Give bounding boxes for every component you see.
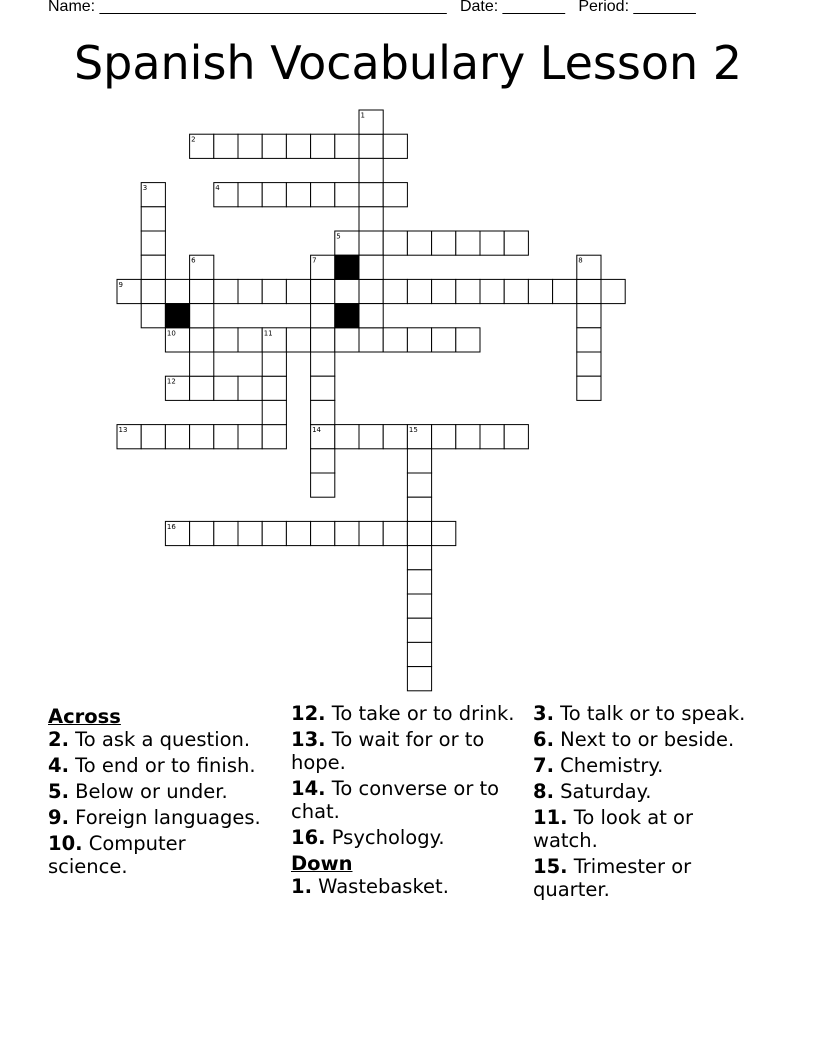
grid-cell — [407, 618, 431, 642]
grid-cell — [190, 304, 214, 328]
clue-text: To end or to finish. — [68, 754, 256, 777]
grid-cell — [359, 425, 383, 449]
cell-number: 3 — [142, 184, 148, 193]
clue-item — [533, 855, 758, 901]
grid-cell — [311, 304, 335, 328]
black-cell — [335, 304, 359, 328]
clue-number: 7. — [533, 754, 554, 777]
cell-number: 1 — [360, 111, 365, 120]
cell-number: 10 — [166, 329, 176, 338]
grid-cell — [262, 425, 286, 449]
clue-number: 3. — [533, 702, 554, 725]
period-blank: _______ — [633, 0, 696, 15]
clue-section-heading: Across — [48, 705, 121, 728]
grid-cell — [311, 352, 335, 376]
clue-number: 12. — [291, 702, 326, 725]
clue-item — [48, 728, 268, 751]
date-blank: _______ — [502, 0, 565, 15]
clue-item — [533, 702, 758, 725]
clue-section-heading: Down — [291, 852, 353, 875]
grid-cell — [141, 207, 165, 231]
grid-cell — [359, 231, 383, 255]
clue-number: 2. — [48, 728, 69, 751]
clue-number: 11. — [533, 806, 568, 829]
cell-number: 8 — [578, 256, 583, 265]
grid-cell — [359, 207, 383, 231]
grid-cell — [407, 667, 431, 691]
grid-cell — [141, 279, 165, 303]
clue-number: 6. — [533, 728, 554, 751]
grid-cell — [577, 304, 601, 328]
grid-cell — [383, 425, 407, 449]
grid-cell — [359, 158, 383, 182]
clue-text: To look at or watch. — [533, 806, 693, 852]
cell-number: 15 — [408, 426, 418, 435]
clue-text: To ask a question. — [68, 728, 251, 751]
grid-cell — [335, 279, 359, 303]
grid-cell — [214, 134, 238, 158]
cell-number: 14 — [312, 426, 322, 435]
grid-cell — [456, 279, 480, 303]
grid-cell — [407, 546, 431, 570]
clue-number: 9. — [48, 806, 69, 829]
grid-cell — [528, 279, 552, 303]
clue-column-1 — [48, 702, 268, 881]
grid-cell — [432, 279, 456, 303]
clue-number: 1. — [291, 875, 312, 898]
grid-cell — [238, 376, 262, 400]
grid-cell — [504, 279, 528, 303]
grid-cell — [407, 594, 431, 618]
grid-cell — [141, 304, 165, 328]
clue-text: Psychology. — [325, 826, 445, 849]
clue-number: 14. — [291, 777, 326, 800]
grid-cell — [190, 352, 214, 376]
date-label: Date: — [459, 0, 499, 15]
grid-cell — [238, 425, 262, 449]
grid-cell — [335, 425, 359, 449]
grid-cell — [190, 376, 214, 400]
grid-cell — [432, 425, 456, 449]
cell-number: 13 — [118, 426, 128, 435]
clue-number: 15. — [533, 855, 568, 878]
grid-cell — [262, 400, 286, 424]
grid-cell — [311, 449, 335, 473]
grid-cell — [383, 183, 407, 207]
grid-cell — [577, 376, 601, 400]
grid-cell — [190, 425, 214, 449]
black-cell — [335, 255, 359, 279]
grid-cell — [407, 328, 431, 352]
clue-number: 13. — [291, 728, 326, 751]
clue-text: To wait for or to hope. — [291, 728, 485, 774]
cell-number: 4 — [215, 184, 220, 193]
clue-text: Below or under. — [68, 780, 228, 803]
grid-cell — [335, 521, 359, 545]
grid-cell — [383, 231, 407, 255]
grid-cell — [286, 279, 310, 303]
grid-cell — [359, 255, 383, 279]
clue-column-3 — [533, 702, 758, 904]
cell-number: 9 — [118, 280, 123, 289]
grid-cell — [286, 521, 310, 545]
grid-cell — [190, 279, 214, 303]
grid-cell — [359, 304, 383, 328]
grid-cell — [383, 134, 407, 158]
clue-item — [291, 826, 516, 849]
cell-number: 7 — [312, 256, 317, 265]
grid-cell — [359, 328, 383, 352]
cell-number: 5 — [336, 232, 341, 241]
grid-cell — [359, 279, 383, 303]
clue-item — [291, 728, 516, 774]
grid-cell — [262, 134, 286, 158]
cell-number: 16 — [166, 522, 176, 531]
cell-number: 11 — [263, 329, 273, 338]
grid-cell — [214, 425, 238, 449]
grid-cell — [432, 231, 456, 255]
grid-cell — [262, 352, 286, 376]
grid-cell — [262, 183, 286, 207]
clue-item — [533, 806, 758, 852]
grid-cell — [456, 425, 480, 449]
grid-cell — [214, 376, 238, 400]
grid-cell — [214, 279, 238, 303]
black-cell — [165, 304, 189, 328]
grid-cell — [141, 231, 165, 255]
grid-cell — [359, 521, 383, 545]
grid-cell — [335, 134, 359, 158]
grid-cell — [238, 521, 262, 545]
clue-text: Computer science. — [48, 832, 186, 878]
grid-cell — [311, 134, 335, 158]
grid-cell — [214, 521, 238, 545]
clue-text: Trimester or quarter. — [533, 855, 692, 901]
grid-cell — [214, 328, 238, 352]
grid-cell — [577, 328, 601, 352]
grid-cell — [480, 231, 504, 255]
clue-item — [48, 754, 268, 777]
clue-item — [533, 728, 758, 751]
grid-cell — [432, 328, 456, 352]
grid-cell — [286, 328, 310, 352]
grid-cell — [432, 521, 456, 545]
grid-cell — [383, 279, 407, 303]
grid-cell — [311, 400, 335, 424]
grid-cell — [601, 279, 625, 303]
page-title: Spanish Vocabulary Lesson 2 — [73, 36, 743, 90]
name-label: Name: — [48, 0, 96, 15]
clue-item — [291, 875, 516, 898]
grid-cell — [407, 449, 431, 473]
clue-item — [48, 832, 268, 878]
grid-cell — [311, 328, 335, 352]
grid-cell — [262, 521, 286, 545]
grid-cell — [577, 352, 601, 376]
grid-cell — [262, 376, 286, 400]
grid-cell — [311, 473, 335, 497]
grid-cell — [456, 328, 480, 352]
grid-cell — [504, 425, 528, 449]
cell-number: 12 — [166, 377, 176, 386]
grid-cell — [383, 521, 407, 545]
clue-item — [533, 780, 758, 803]
grid-cell — [359, 134, 383, 158]
grid-cell — [141, 425, 165, 449]
grid-cell — [311, 376, 335, 400]
grid-cell — [504, 231, 528, 255]
clue-number: 8. — [533, 780, 554, 803]
grid-cell — [407, 570, 431, 594]
grid-cell — [383, 328, 407, 352]
grid-cell — [407, 473, 431, 497]
grid-cell — [407, 642, 431, 666]
clue-text: Next to or beside. — [553, 728, 735, 751]
cell-number: 2 — [191, 135, 196, 144]
grid-cell — [407, 521, 431, 545]
grid-cell — [311, 521, 335, 545]
clue-item — [291, 702, 516, 725]
clue-text: To take or to drink. — [325, 702, 515, 725]
grid-cell — [238, 134, 262, 158]
grid-cell — [577, 279, 601, 303]
grid-cell — [407, 497, 431, 521]
grid-cell — [553, 279, 577, 303]
clue-item — [533, 754, 758, 777]
period-label: Period: — [578, 0, 630, 15]
clue-item — [291, 777, 516, 823]
grid-cell — [238, 279, 262, 303]
grid-cell — [480, 279, 504, 303]
clue-text: To talk or to speak. — [553, 702, 746, 725]
grid-cell — [311, 183, 335, 207]
grid-cell — [141, 255, 165, 279]
clue-text: Saturday. — [553, 780, 652, 803]
name-blank: _______________________________________ — [99, 0, 447, 15]
grid-cell — [190, 328, 214, 352]
clue-text: Chemistry. — [553, 754, 664, 777]
grid-cell — [286, 134, 310, 158]
clue-number: 10. — [48, 832, 83, 855]
grid-cell — [238, 183, 262, 207]
grid-cell — [407, 231, 431, 255]
grid-cell — [286, 183, 310, 207]
clue-number: 5. — [48, 780, 69, 803]
grid-cell — [311, 279, 335, 303]
clue-text: Wastebasket. — [311, 875, 449, 898]
grid-cell — [359, 183, 383, 207]
clue-text: Foreign languages. — [68, 806, 261, 829]
grid-cell — [407, 279, 431, 303]
grid-cell — [238, 328, 262, 352]
grid-cell — [262, 279, 286, 303]
clue-item — [48, 806, 268, 829]
grid-cell — [165, 279, 189, 303]
clue-number: 16. — [291, 826, 326, 849]
grid-cell — [190, 521, 214, 545]
grid-cell — [335, 328, 359, 352]
cell-number: 6 — [191, 256, 196, 265]
grid-cell — [480, 425, 504, 449]
clue-item — [48, 780, 268, 803]
clue-number: 4. — [48, 754, 69, 777]
grid-cell — [456, 231, 480, 255]
clue-text: To converse or to chat. — [291, 777, 500, 823]
grid-cell — [335, 183, 359, 207]
grid-cell — [165, 425, 189, 449]
clue-column-2 — [291, 702, 516, 901]
